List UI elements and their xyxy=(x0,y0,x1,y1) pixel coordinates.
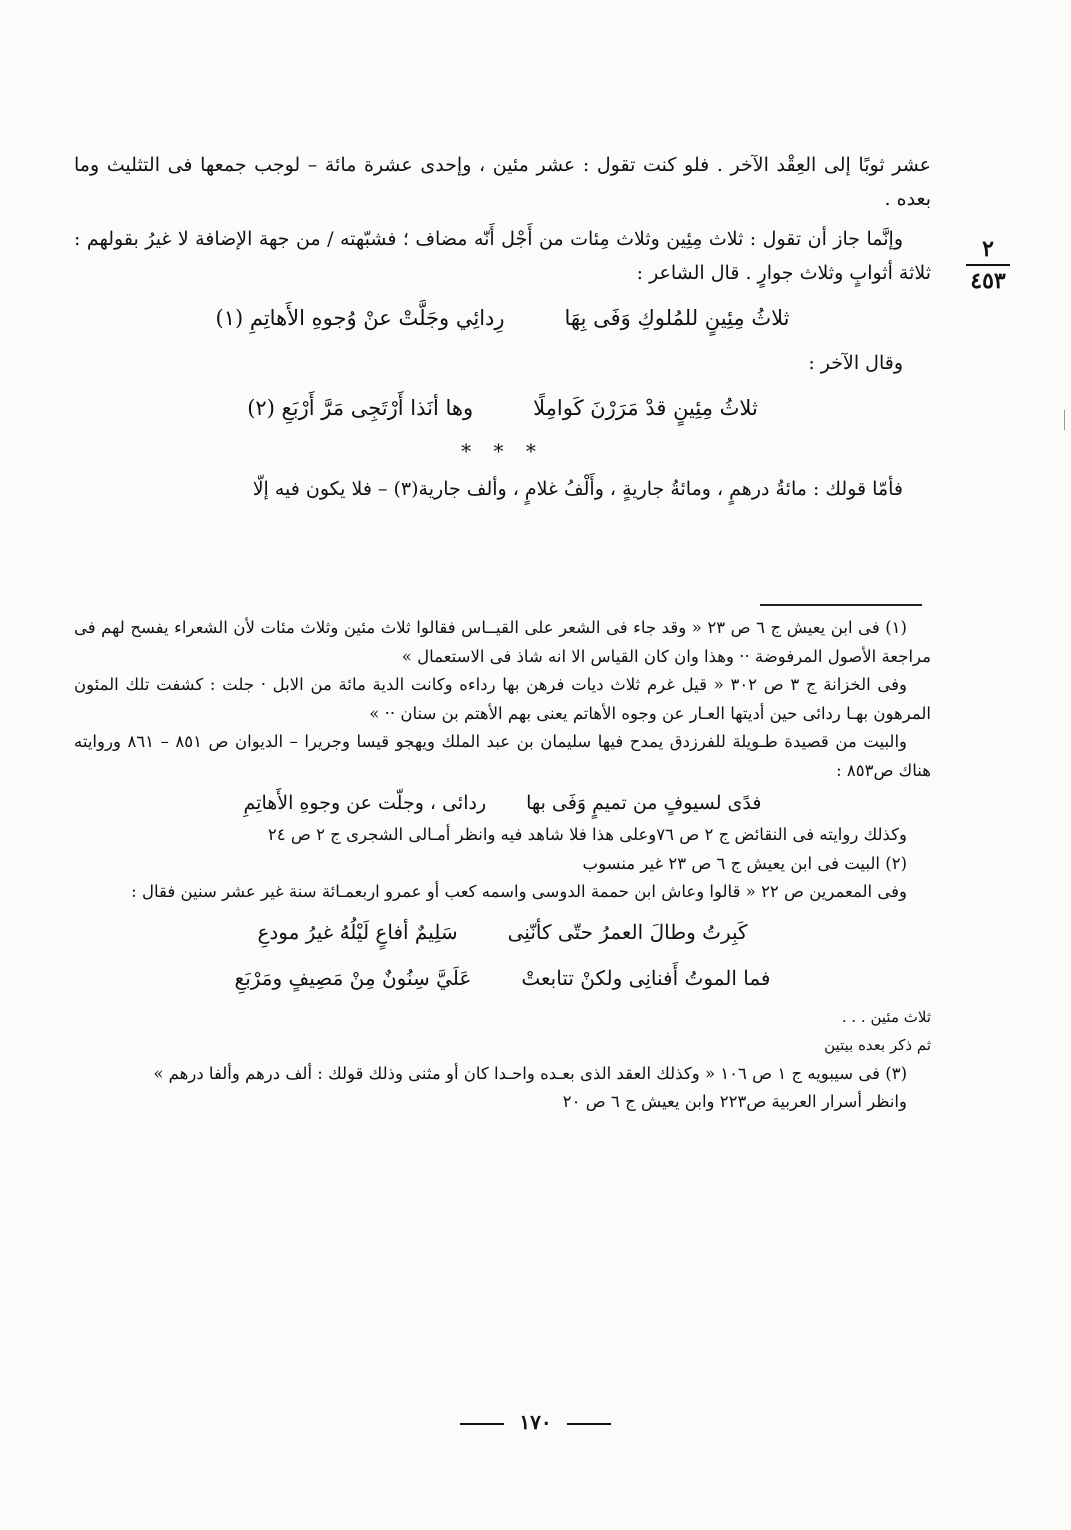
page-number-dash-left xyxy=(460,1423,504,1425)
verse-1 xyxy=(74,296,931,340)
verse-2 xyxy=(74,386,931,430)
footnote-3-part-2: وانظر أسرار العربية ص٢٢٣ وابن يعيش ج ٦ ص ٢٠ xyxy=(562,1092,907,1111)
footnote-2-verse-2-second: عَلَيَّ سِنُونٌ مِنْ مَصِيفٍ ومَرْبَعِ xyxy=(234,965,472,990)
footnote-divider xyxy=(760,604,922,606)
footnote-2-verse-2 xyxy=(74,957,931,999)
paragraph-1: عشر ثوبًا إلى العِقْد الآخر . فلو كنت تقول : عشر مئين ، وإحدى عشرة مائة – لوجب جمعها فى التثليث وما بعده . xyxy=(74,154,931,210)
footnote-1-verse-first: فدًى لسيوفٍ من تميمٍ وَفَى بها xyxy=(526,792,762,814)
footnote-3-part-1: (٣) فى سيبويه ج ١ ص ١٠٦ « وكذلك العقد الذى بعـده واحـدا كان أو مثنى وذلك قولك : ألف درهم وألفا درهم » xyxy=(153,1063,907,1083)
page-number-value: ١٧٠ xyxy=(519,1410,552,1434)
margin-note-rule xyxy=(966,264,1010,266)
footnote-2-verse-2-first: فما الموتُ أَفنانِى ولكنْ تتابعتْ xyxy=(521,965,771,990)
paragraph-3: وقال الآخر : xyxy=(808,352,903,374)
paragraph-2: وإنَّما جاز أن تقول : ثلاث مِئِين وثلاث مِئات من أَجْل أَنّه مضاف ؛ فشبّهته / من جهة الإضافة لا غيرُ بقولهم : ثلاثة أثوابٍ وثلاث جوارٍ . قال الشاعر : xyxy=(74,228,931,284)
footnote-2-part-2: وفى المعمرين ص ٢٢ « قالوا وعاش ابن حممة الدوسى واسمه كعب أو عمرو اربعمـائة سنة غير عشر سنين فقال : xyxy=(131,882,907,901)
footnote-1-part-3: والبيت من قصيدة طـويلة للفرزدق يمدح فيها سليمان بن عبد الملك ويهجو قيسا وجريرا – الديوان ص ٨٥١ – ٨٦١ وروايته هناك ص٨٥٣ : xyxy=(74,732,931,780)
main-text xyxy=(74,148,931,512)
section-separator: * * * xyxy=(461,439,544,463)
scan-edge-mark xyxy=(1064,410,1071,430)
footnote-2-verse-1-first: كَبِرتُ وطالَ العمرُ حتّى كأنّنِى xyxy=(507,919,748,944)
footnote-1-part-2: وفى الخزانة ج ٣ ص ٣٠٢ « قيل غرم ثلاث ديات فرهن بها رداءه وكانت الدية مائة من الابل · جلت : كشفت تلك المئون المرهون بهـا ردائى حين أديتها العـار عن وجوه الأهاتم يعنى بهم الأهتم بن سنان ·· » xyxy=(74,675,931,723)
paragraph-4: فأمّا قولك : مائةُ درهمٍ ، ومائةُ جاريةٍ ، وأَلْفُ غلامٍ ، وألف جارية(٣) – فلا يكون فيه إلّا xyxy=(252,478,903,500)
page-number-dash-right xyxy=(567,1423,611,1425)
verse-2-first-hemistich: ثلاثُ مِئِينٍ قدْ مَرَرْنَ كَوامِلًا xyxy=(533,396,758,420)
page-number xyxy=(0,1410,1071,1434)
verse-1-first-hemistich: ثلاثُ مِئِينٍ للمُلوكِ وَفَى بِهَا xyxy=(564,306,790,330)
footnote-1-verse xyxy=(74,785,931,821)
footnote-1-part-1: (١) فى ابن يعيش ج ٦ ص ٢٣ « وقد جاء فى الشعر على القيــاس فقالوا ثلاث مئين وثلاث مئات لأن الشعراء يفسح لهم فى مراجعة الأصول المرفوضة ·· وهذا وان كان القياس الا انه شاذ فى الاستعمال » xyxy=(74,618,931,666)
footnote-2-part-1: (٢) البيت فى ابن يعيش ج ٦ ص ٢٣ غير منسوب xyxy=(582,853,907,873)
footnote-2-part-3: ثلاث مئين . . . xyxy=(841,1007,931,1026)
footnotes xyxy=(74,614,931,1117)
footnote-2-verse-1-second: سَلِيمٌ أفاعٍ لَيْلُهُ غيرُ مودعِ xyxy=(257,919,458,944)
margin-note-number: ٢ xyxy=(982,236,994,262)
footnote-1-verse-second: ردائى ، وجلّت عن وجوهِ الأَهاتِمِ xyxy=(243,792,487,814)
footnote-2-part-4: ثم ذكر بعده بيتين xyxy=(824,1036,931,1054)
margin-note-page: ٤٥٣ xyxy=(970,268,1006,294)
verse-2-second-hemistich: وها أنَذا أَرْتَجِى مَرَّ أَرْبَعِ (٢) xyxy=(247,396,474,420)
footnote-2-verse-1 xyxy=(74,911,931,953)
verse-1-second-hemistich: رِدائِي وجَلَّتْ عنْ وُجوهِ الأَهاتِمِ (١) xyxy=(215,306,505,330)
footnote-1-part-4: وكذلك روايته فى النقائض ج ٢ ص ٧٦وعلى هذا فلا شاهد فيه وانظر أمـالى الشجرى ج ٢ ص ٢٤ xyxy=(267,825,907,844)
margin-page-reference xyxy=(958,238,1018,292)
